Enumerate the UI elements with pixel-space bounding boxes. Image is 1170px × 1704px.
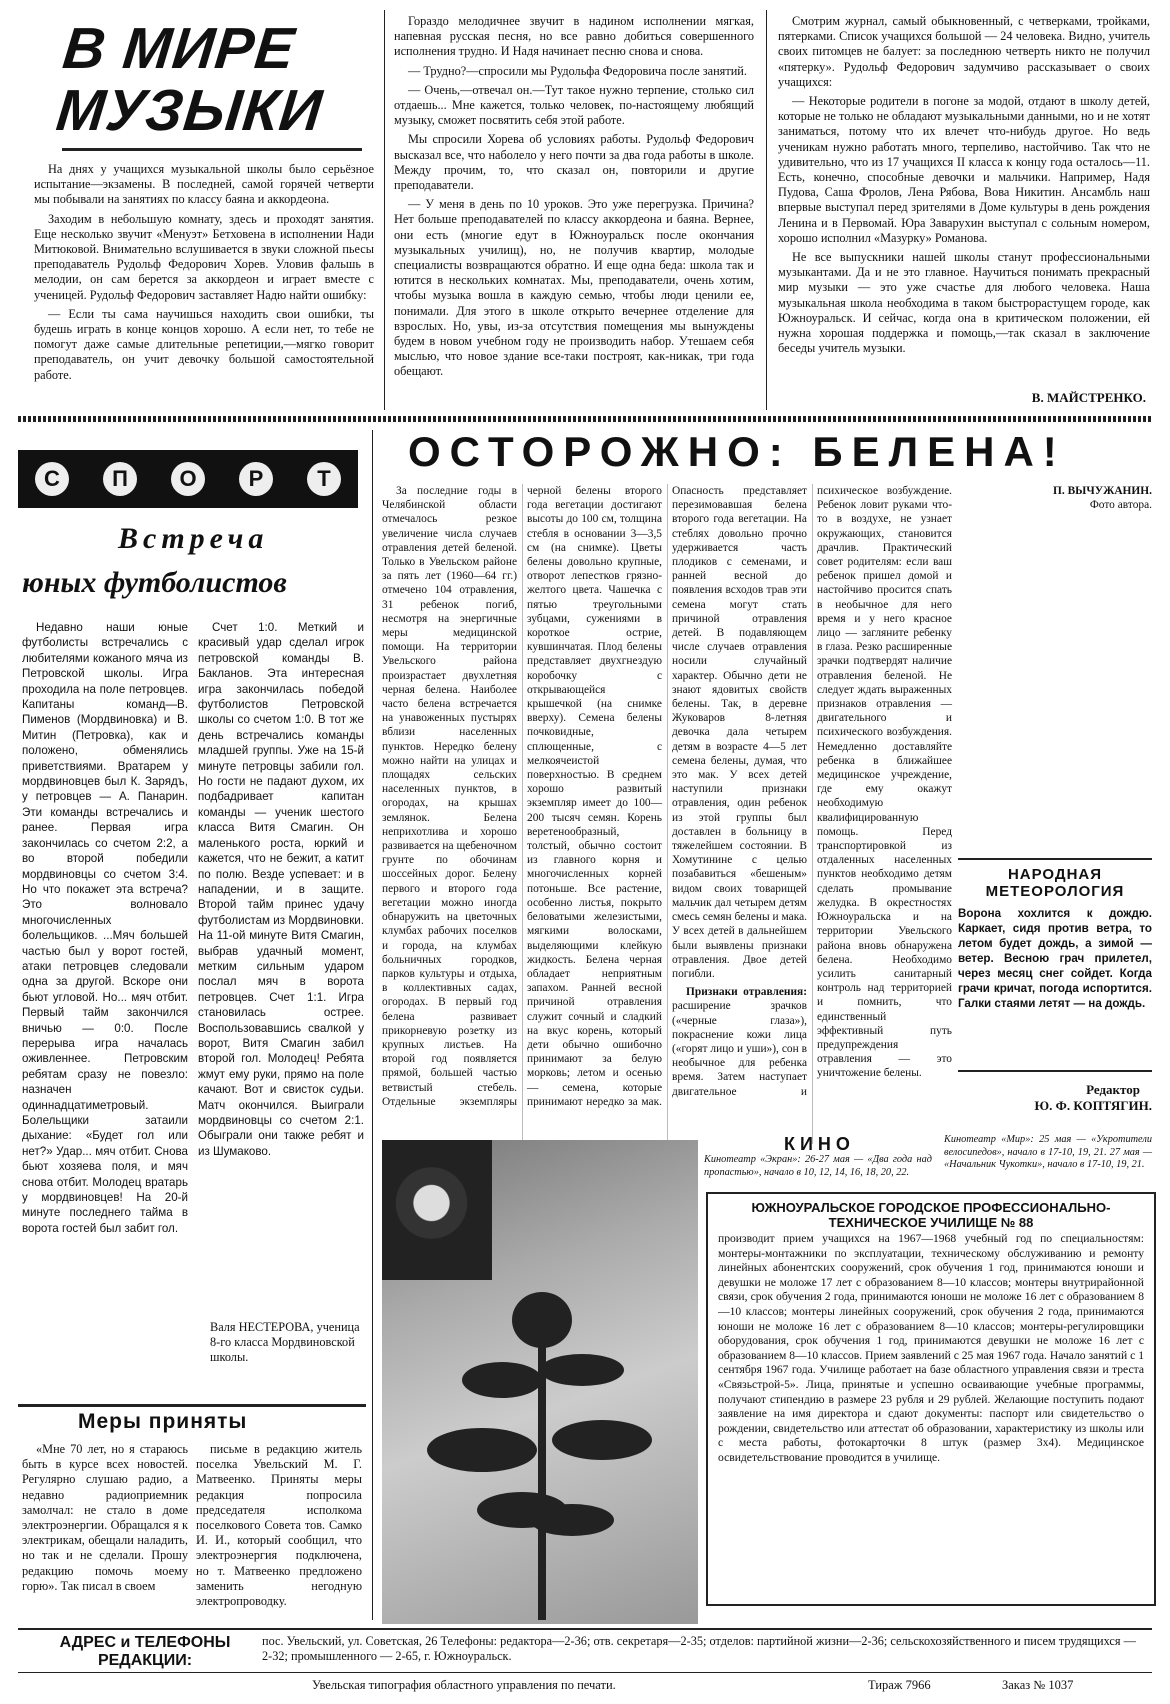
music-column-3 xyxy=(778,14,1150,360)
music-paragraph: — Трудно?—спросили мы Рудольфа Федоровича после занятий. xyxy=(408,63,747,78)
music-paragraph: Мы спросили Хорева об условиях работы. Рудольф Федорович высказал все, что наболело у него почти за два года работы в школе. Между прочим, то, что сказал он, повторили и другие преподаватели. xyxy=(394,132,754,193)
music-paragraph: Смотрим журнал, самый обыкновенный, с четверками, тройками, пятерками. Список учащихся большой — 24 человека. Видно, учитель своих питомцев не балует: за последнюю четверть никто не получил «пятерку». Рудольф Федорович задумчиво рассказывает о своих учащихся: xyxy=(778,14,1150,89)
music-author: В. МАЙСТРЕНКО. xyxy=(1031,390,1146,405)
belena-photo xyxy=(382,1140,698,1624)
music-paragraph: — Если ты сама научишься находить свои ошибки, ты будешь играть в конце концов хорошо. А если нет, то тебе не помогут даже самые длительные репетиции,—мягко говорит преподаватель, он учит девочку большой самостоятельной работе. xyxy=(34,306,374,382)
footer-order: Заказ № 1037 xyxy=(1002,1678,1074,1692)
music-title-underline xyxy=(62,148,362,151)
belena-end xyxy=(958,484,1152,512)
meteo-text: Ворона хохлится к дождю. Каркает, сидя против ветра, то летом будет дождь, а зимой — ветер. Весною грач прилетел, через месяц снег сойдет. Когда грачи кричат, погода испортится. Галки стаями летят — на дождь. xyxy=(958,907,1152,1010)
meteo-title-line1: НАРОДНАЯ xyxy=(1007,866,1103,883)
sport-title-line1: Встреча xyxy=(118,522,269,555)
footer-top-rule xyxy=(18,1628,1152,1630)
music-paragraph: На днях у учащихся музыкальной школы было серьёзное испытание—экзамены. В последней, самой горячей четверти мы побывали на занятиях по классу баяна и аккордеона. xyxy=(34,162,374,207)
kino-left: Кинотеатр «Экран»: 26-27 мая — «Два года над пропастью», начало в 10, 12, 14, 16, 18, 20, 22. xyxy=(704,1154,932,1178)
sport-title-line2: юных футболистов xyxy=(22,566,287,599)
measures-column-2 xyxy=(196,1442,362,1613)
measures-paragraph: письме в редакцию житель поселка Увельский М. Г. Матвеенко. Приняты меры редакция попросила председателя исполкома поселкового Совета тов. Самко И. И., который сообщил, что электроэнергия подключена, но т. Матвеенко предложено заменить негодную электропроводку. xyxy=(196,1442,362,1609)
kino-title: КИНО xyxy=(784,1134,855,1154)
column-divider xyxy=(766,10,767,410)
music-column-2 xyxy=(394,14,754,384)
section-divider xyxy=(18,416,1152,422)
sport-banner-letter: О xyxy=(171,462,205,496)
belena-headline: ОСТОРОЖНО: БЕЛЕНА! xyxy=(408,428,1066,475)
sport-banner-letter: Р xyxy=(239,462,273,496)
sport-banner xyxy=(18,450,358,508)
music-title: В МИРЕ МУЗЫКИ xyxy=(53,16,326,143)
meteo-section xyxy=(958,866,1152,1011)
sport-paragraph: Недавно наши юные футболисты встречались с любителями кожаного мяча из Петровской школы. Игра проходила на поле петровцев. Капитаны команд—В. Пименов (Мордвиновка) и В. Митин (Петровка), как и положено, обменялись приветствиями. Вратарем у мордвиновцев был К. Зарядъ, у петровцев — А. Панарин. Эти команды встречались и ранее. Первая игра закончилась со счетом 2:2, а во второй победили мордвиновцы со счетом 3:4. Но что покажет эта встреча? Это волновало многочисленных болельщиков. ...Мяч большей частью был у ворот гостей, атаки петровцев следовали одна за другой. Вскоре они бьют угловой. Но... мяч отбит. Первый тайм закончился вничью — 0:0. После перерыва игра началась оживленнее. Петровским ребятам сразу не повезло: назначен одиннадцатиметровый. Болельщики затаили дыхание: «Будет гол или нет?» Удар... мяч отбит. Снова бьют хозяева поля, и мяч снова отбит. Молодец вратарь у мордвиновцев! На 20-й минуте последнего тайма в ворота гостей был забит гол. xyxy=(22,621,188,1235)
school-ad-title: ЮЖНОУРАЛЬСКОЕ ГОРОДСКОЕ ПРОФЕССИОНАЛЬНО-ТЕХНИЧЕСКОЕ УЧИЛИЩЕ № 88 xyxy=(751,1200,1111,1230)
column-divider xyxy=(384,10,385,410)
footer-printer: Увельская типография областного управления по печати. xyxy=(312,1678,616,1692)
sport-section xyxy=(18,430,374,1410)
belena-continued xyxy=(958,484,1152,516)
meteo-bottom-rule xyxy=(958,1070,1152,1072)
belena-signs-text: расширение зрачков («черные глаза»), покраснение кожи лица («горят лицо и уши»), сон в необычное для ребенка время. Затем наступает двигательное и психическое возбуждение. Ребенок ловит руками что-то в воздухе, не узнает окружающих, становится драчлив. Практический совет родителям: если ваш ребенок пришел домой и настойчиво просится спать в необычное для него время и у него красное лицо — загляните ребенку в глаза. Резко расширенные зрачки подтвердят наличие отравления беленой. Не следует ждать выраженных признаков отравления — двигательного и психического возбуждения. Немедленно доставляйте ребенка в ближайшее медицинское учреждение, где ему окажут необходимую квалифицированную помощь. Перед транспортировкой из отдаленных населенных пунктов необходимо детям сделать промывание желудка. В окрестностях Южноуральска и на территории Увельского района вновь обнаружена белена. Необходимо усилить санитарный контроль над территорией и помнить, что единственный эффективный путь предупреждения отравления — это уничтожение белены. xyxy=(672,485,952,1098)
music-section xyxy=(18,10,1152,410)
meteo-top-rule xyxy=(958,858,1152,860)
editor-label: Редактор xyxy=(1086,1082,1140,1097)
belena-author: П. ВЫЧУЖАНИН. xyxy=(1053,485,1152,497)
footer-address: пос. Увельский, ул. Советская, 26 Телефоны: редактора—2-36; отв. секретаря—2-35; отделов: партийной жизни—2-36; сельскохозяйственного и писем трудящихся — 2-32; промышленного — 2-65, г. Южноуральск. xyxy=(262,1634,1136,1663)
column-divider xyxy=(372,430,373,1620)
measures-top-rule xyxy=(18,1404,366,1407)
music-column-1 xyxy=(34,162,374,387)
music-paragraph: — У меня в день по 10 уроков. Это уже перегрузка. Причина? Нет больше преподавателей по классу аккордеона и баяна. Вернее, они есть (многие едут в Южноуральск после окончания музыкальных училищ), но, не получив квартир, молодые специалисты возвращаются обратно. И еще одна беда: школа так и ютится в нескольких комнатах. Мы, преподаватели, очень хотим, чтобы музыка вошла в каждую семью, чтобы люди ценили ее, понимали. Для этого в школе открыто вечернее отделение для взрослых. Но, увы, из-за отсутствия помещения мы вынуждены будем в новом учебном году не производить набор. Утешаем себя мыслью, что новое здание все-таки построят, как-никак, три года обещают. xyxy=(394,197,754,379)
school-ad xyxy=(706,1192,1156,1606)
sport-column-1 xyxy=(22,620,188,1240)
sport-banner-letter: Т xyxy=(307,462,341,496)
school-ad-text: производит прием учащихся на 1967—1968 учебный год по специальностям: монтеры-монтажники по эксплуатации, техническому обслуживанию и ремонту линейных абонентских сооружений, срок обучения 1 год, принимаются юноши и девушки не моложе 17 лет с образованием 8—10 классов; монтеры внутрирайонной связи, срок обучения 2 года, принимаются юноши не моложе 16 лет с образованием 8—10 классов; монтеры линейных сооружений, срок обучения 2 года, принимаются юноши не моложе 16 лет с образованием 8—10 классов; монтеры-регулировщики оборудования, срок обучения 1 год, принимаются девушки не моложе 16 лет с образованием 8—10 классов. Прием заявлений с 25 мая 1967 года. Начало занятий с 1 сентября 1967 года. Училище работает на базе областного управления связи и треста «Связьстрой-5». Лица, принятые и успешно осваивающие учебные программы, получают стипендию в размере 23 рубля и 29 рублей. Желающие поступить подают заявление на имя директора и сдают документы: паспорт или свидетельство о рождении, свидетельство или аттестат об образовании, характеристику из школы или с места работы, фотокарточки 8 штук (размер 3х4). Медицинское освидетельствование проводится в училище. xyxy=(718,1232,1144,1464)
measures-section xyxy=(18,1404,366,1618)
editor-name: Ю. Ф. КОПТЯГИН. xyxy=(1034,1098,1152,1113)
belena-body xyxy=(382,484,952,1144)
music-paragraph: Не все выпускники нашей школы станут профессиональными музыкантами. Да и не это главное. Научиться понимать прекрасный мир музыки — это уже счастье для любого человека. Наша музыкальная школа необходима в таком быстрорастущем городе, как Южноуральск. И сейчас, когда она в критическом положении, ей нужна хорошая поддержка и помощь,—так сказал в заключение беседы учитель музыки. xyxy=(778,250,1150,356)
belena-photo-credit: Фото автора. xyxy=(1089,499,1152,512)
belena-signs-label: Признаки отравления: xyxy=(686,986,807,999)
sport-banner-letter: П xyxy=(103,462,137,496)
music-paragraph: — Некоторые родители в погоне за модой, отдают в школу детей, которые не только не обладают музыкальными данными, но и не хотят заниматься, потому что их влечет что-нибудь другое. Но ведь ученикам нужно работать много, терпеливо, настойчиво. Так что не удивительно, что из 17 учащихся II класса к концу года осталось—11. Есть, конечно, способные девочки и мальчики. Например, Надя Пудова, Саша Фролов, Лена Рябова, Вова Никитин. Ансамбль наш впервые выступал перед зрителями в Доме культуры в день рождения Ленина и в Первомай. Юра Заварухин выступал с сольным номером, хорошо исполнил «Мазурку» Романова. xyxy=(778,94,1150,245)
sport-paragraph: Счет 1:0. Меткий и красивый удар сделал игрок петровской команды В. Бакланов. Эта интересная игра закончилась победой футболистов Петровской школы со счетом 1:0. В тот же день встречались команды младшей группы. Уже на 15-й минуте петровцы забили гол. Но гости не падают духом, их подбадривает капитан команды — ученик шестого класса Витя Смагин. Он маленького роста, юркий и кажется, что не бежит, а катит по полю. Везде успевает: и в нападении, и в защите. Второй тайм принес удачу футболистам из Мордвиновки. На 11-ой минуте Витя Смагин, выбрав удачный момент, метким сильным ударом послал мяч в ворота петровцев. Счет 1:1. Игра становилась острее. Воспользовавшись свалкой у ворот, Витя Смагин забил второй гол. Молодец! Ребята жмут ему руки, прямо на поле качают. Вот и свисток судьи. Матч окончился. Выиграли мордвиновцы со счетом 2:1. Обыграли они также ребят и из Шумаково. xyxy=(198,621,364,1158)
meteo-title-line2: МЕТЕОРОЛОГИЯ xyxy=(985,883,1125,900)
kino-right: Кинотеатр «Мир»: 25 мая — «Укротители велосипедов», начало в 17-10, 19, 21. 27 мая — «Начальник Чукотки», начало в 17-10, 19, 21. xyxy=(944,1134,1152,1171)
sport-banner-letter: С xyxy=(35,462,69,496)
plant-image xyxy=(412,1260,672,1620)
sport-author: Валя НЕСТЕРОВА, ученица 8-го класса Мордвиновской школы. xyxy=(210,1320,360,1365)
music-paragraph: Заходим в небольшую комнату, здесь и проходят занятия. Еще несколько звучит «Менуэт» Бетховена в исполнении Нади Митюковой. Внимательно вслушивается в звуки сложной пьесы преподаватель Рудольф Федорович Хорев. Уловив фальшь в мелодии, он сам берется за аккордеон и играет вместе с ученицей. Рудольф Федорович заставляет Надю найти ошибку: xyxy=(34,211,374,302)
measures-paragraph: «Мне 70 лет, но я стараюсь быть в курсе всех новостей. Регулярно слушаю радио, а недавно радиоприемник замолчал: не стало в доме электроэнергии. Обращался я к электрикам, обещали наладить, но так и не сделали. Прошу редакцию помочь моему горю». Так писал в своем xyxy=(22,1442,188,1593)
sport-column-2 xyxy=(198,620,364,1163)
measures-title: Меры приняты xyxy=(78,1410,248,1433)
music-paragraph: Гораздо мелодичнее звучит в надином исполнении мягкая, напевная русская песня, но все равно добиться совершенного исполнения трудно. И Надя начинает песню снова и снова. xyxy=(394,14,754,59)
belena-paragraph: За последние годы в Челябинской области отмечалось резкое увеличение числа случаев отравления детей беленой. Только в Увельском районе за пять лет (1960—64 гг.) отмечено 104 отравления, 31 ребенок погиб, несмотря на энергичные меры медицинской помощи. На территории Увельского района произрастает двухлетняя черная белена. Наиболее часто белена встречается на унавоженных пустырях вблизи населенных пунктов. Нередко белену можно найти на улицах и площадях сельских населенных пунктов, в огородах, на крышах землянок. Белена неприхотлива и хорошо развивается на щебеночном грунте по обочинам шоссейных дорог. Белену первого и второго года вегетации можно иногда обнаружить на цветочных клумбах рабочих поселков и города, на клумбах больничных городков, парков культуры и отдыха, в коллективных садах, огородах. В первый год белена развивает прикорневую розетку из крупных листьев. На второй год появляется прямой, большей частью ветвистый стебель. Отдельные экземпляры черной белены второго года вегетации достигают высоты до 100 см, толщина стебля в основании 3—3,5 см (на снимке). Цветы белены довольно крупные, отворот лепестков грязно-желтого цвета. Чашечка с пятью треугольными зубцами, сужениями в короткое острие, кувшинчатая. Плод белены представляет двухгнездую коробочку с открывающейся крышечкой (на снимке вверху). Семена белены почковидные, сплющенные, с мелкоячеистой поверхностью. В среднем хорошо развитый экземпляр имеет до 100—200 тысяч семян. Корень веретенообразный, толстый, обычно состоит из главного корня и многочисленных корней потоньше. Все растение, особенно листья, покрыто беловатыми железистыми, мягкими волосками, выделяющими клейкую жидкость. Белена черная обладает неприятным запахом. Ранней весной причиной отравления служит сочный и сладкий на вкус корень, который дети обычно ошибочно принимают за белую морковь; летом и осенью — семена, которые принимают нередко за мак. Опасность представляет перезимовавшая белена второго года вегетации. На стеблях довольно прочно удерживается часть плодиков с семенами, и ранней весной до появления всходов трав эти семена могут стать причиной отравления детей. В подавляющем числе случаев отравления носили случайный характер. Обычно дети не знают ядовитых свойств белены. Так, в деревне Жуковаров 8-летняя девочка дала четырем детям в возрасте 4—5 лет семена белены, думая, что это мак. У всех детей наступили признаки отравления, один ребенок из этой группы был доставлен в больницу в тяжелейшем состоянии. В Хомутинине с целью позабавиться «бешеным» видом своих товарищей мальчик дал четырем детям смесь семян белены и мака. У всех детей в дальнейшем были выявлены признаки отравления. Двое детей погибли. xyxy=(382,485,807,1108)
footer-bottom-rule xyxy=(18,1672,1152,1673)
music-paragraph: — Очень,—отвечал он.—Тут такое нужно терпение, столько сил отдаешь... Мне кажется, только человек, по-настоящему любящий музыку, сможет посвятить себя этой работе. xyxy=(394,82,754,128)
seed-capsule-image xyxy=(382,1140,492,1280)
footer-label: АДРЕС и ТЕЛЕФОНЫ РЕДАКЦИИ: xyxy=(59,1634,231,1669)
measures-column-1 xyxy=(22,1442,188,1598)
footer-circulation: Тираж 7966 xyxy=(868,1678,931,1692)
